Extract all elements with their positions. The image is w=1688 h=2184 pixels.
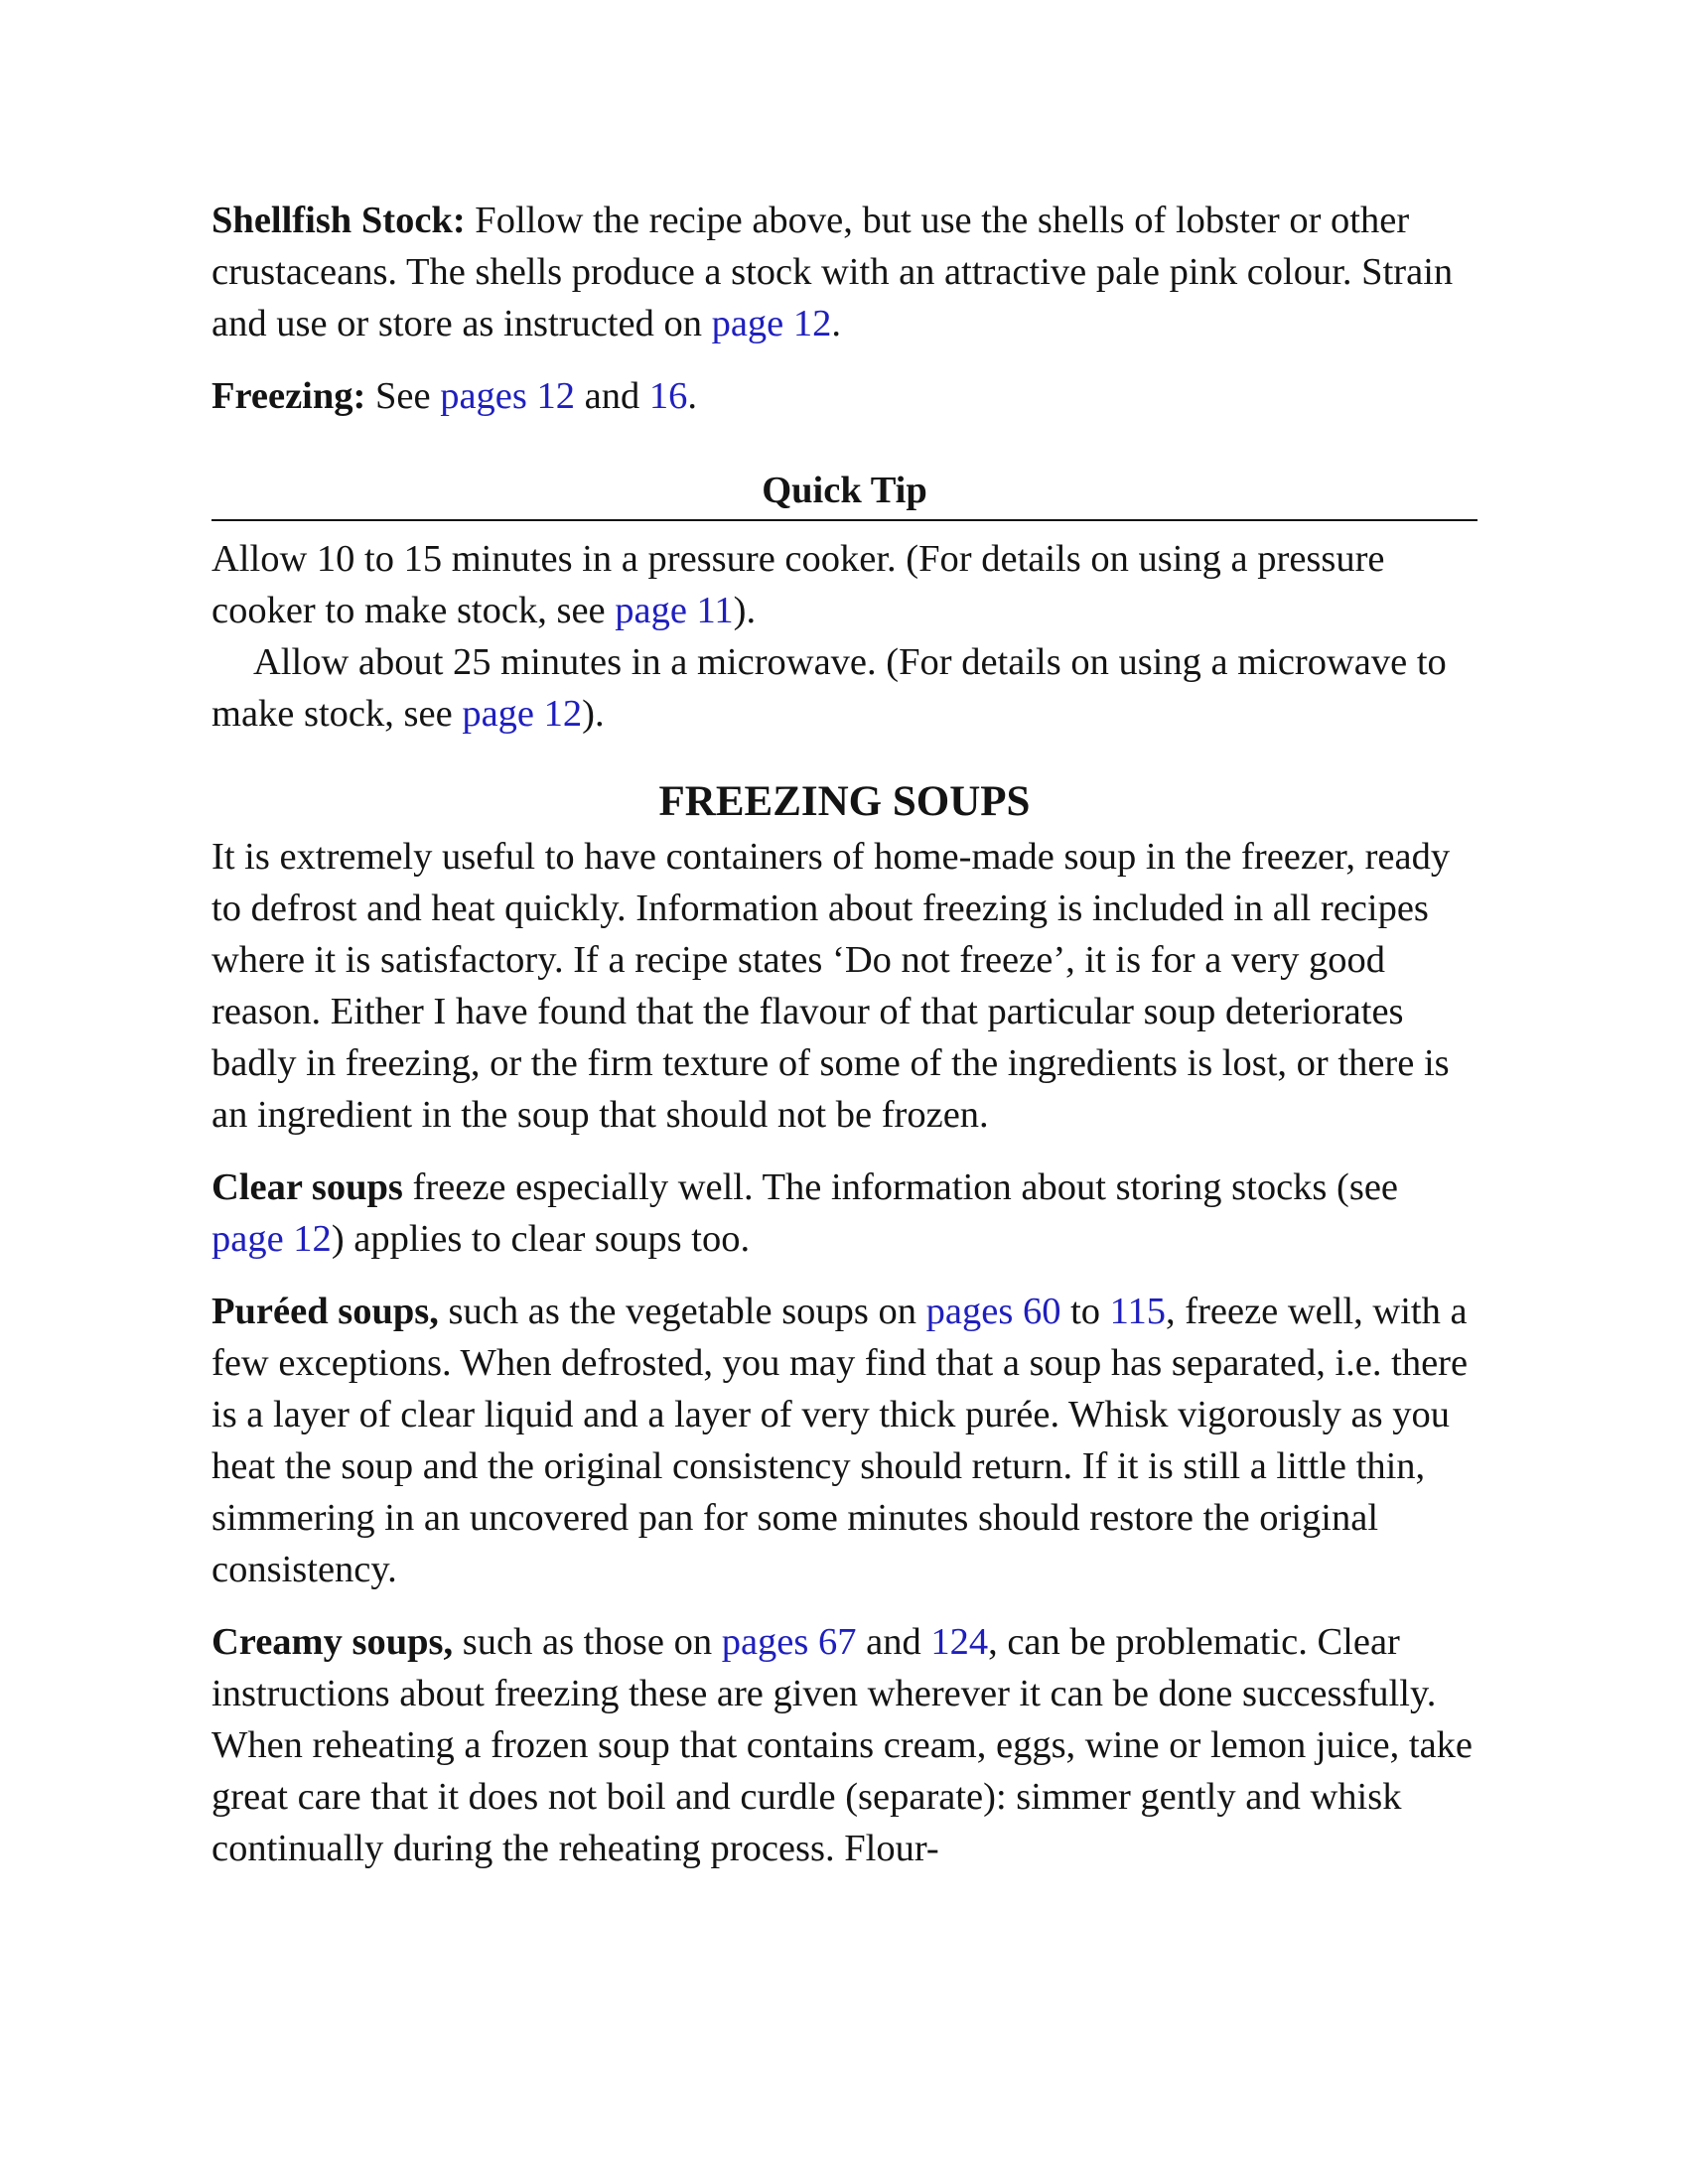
pureed-soups-rest: , freeze well, with a few exceptions. When defrosted, you may find that a soup has separated, i.e. there is a layer of clear liquid and a layer of very thick purée. Whisk vigorously as you heat the soup and the original consistency should return. If it is still a little thin, simmering in an uncovered pan for some minutes should restore the original consistency. (211, 1291, 1469, 1590)
quick-tip-divider (211, 519, 1477, 521)
page-12-microwave-link[interactable]: page 12 (462, 693, 583, 735)
pages-12-link[interactable]: pages 12 (440, 375, 575, 417)
freezing-text: See (365, 375, 441, 417)
page-115-link[interactable]: 115 (1109, 1291, 1166, 1332)
creamy-soups-paragraph (211, 1616, 1477, 1874)
page-11-link[interactable]: page 11 (615, 590, 734, 631)
creamy-soups-label: Creamy soups, (211, 1621, 454, 1663)
freezing-soups-intro: It is extremely useful to have containers of home-made soup in the freezer, ready to defrost and heat quickly. Information about freezing is included in all recipes where it is satisfactory. If a recipe states ‘Do not freeze’, it is for a very good reason. Either I have found that the flavour of that particular soup deteriorates badly in freezing, or the firm texture of some of the ingredients is lost, or there is an ingredient in the soup that should not be frozen. (211, 836, 1451, 1136)
clear-soups-paragraph (211, 1161, 1477, 1265)
pureed-to-text: to (1060, 1291, 1110, 1332)
clear-soups-end: ) applies to clear soups too. (331, 1218, 751, 1260)
page-16-link[interactable]: 16 (648, 375, 688, 417)
pages-60-link[interactable]: pages 60 (925, 1291, 1061, 1332)
creamy-and-text: and (856, 1621, 931, 1663)
microwave-end: ). (582, 693, 605, 735)
pureed-soups-text: such as the vegetable soups on (438, 1291, 926, 1332)
shellfish-stock-paragraph (211, 195, 1477, 349)
pages-67-link[interactable]: pages 67 (721, 1621, 857, 1663)
pureed-soups-label: Puréed soups, (211, 1291, 439, 1332)
shellfish-stock-label: Shellfish Stock: (211, 200, 466, 241)
pureed-soups-paragraph (211, 1286, 1477, 1595)
shellfish-stock-text: Follow the recipe above, but use the shells of lobster or other crustaceans. The shells produce a stock with an attractive pale pink colour. Strain and use or store as instructed on (211, 200, 1454, 344)
freezing-paragraph (211, 370, 1477, 422)
quick-tip-pressure-cooker (211, 533, 1477, 636)
freezing-and-text: and (575, 375, 649, 417)
microwave-text: Allow about 25 minutes in a microwave. (For details on using a microwave to make stock, see (211, 641, 1447, 735)
page-content (211, 195, 1477, 1895)
clear-soups-label: Clear soups (211, 1166, 403, 1208)
shellfish-stock-end: . (831, 303, 842, 344)
page-12-link[interactable]: page 12 (711, 303, 832, 344)
clear-soups-page-12-link[interactable]: page 12 (211, 1218, 332, 1260)
freezing-label: Freezing: (211, 375, 366, 417)
quick-tip-microwave (211, 636, 1477, 740)
clear-soups-text: freeze especially well. The information about storing stocks (see (402, 1166, 1398, 1208)
creamy-soups-rest: , can be problematic. Clear instructions about freezing these are given wherever it can be done successfully. When reheating a frozen soup that contains cream, eggs, wine or lemon juice, take great care that it does not boil and curdle (separate): simmer gently and whisk continually during the reheating process. Flour- (211, 1621, 1474, 1869)
creamy-soups-text: such as those on (453, 1621, 722, 1663)
quick-tip-heading: Quick Tip (762, 470, 927, 511)
pressure-cooker-text: Allow 10 to 15 minutes in a pressure cooker. (For details on using a pressure cooker to make stock, see (211, 538, 1385, 631)
page-124-link[interactable]: 124 (930, 1621, 989, 1663)
freezing-end: . (687, 375, 697, 417)
freezing-soups-heading: FREEZING SOUPS (658, 778, 1031, 825)
pressure-cooker-end: ). (733, 590, 757, 631)
